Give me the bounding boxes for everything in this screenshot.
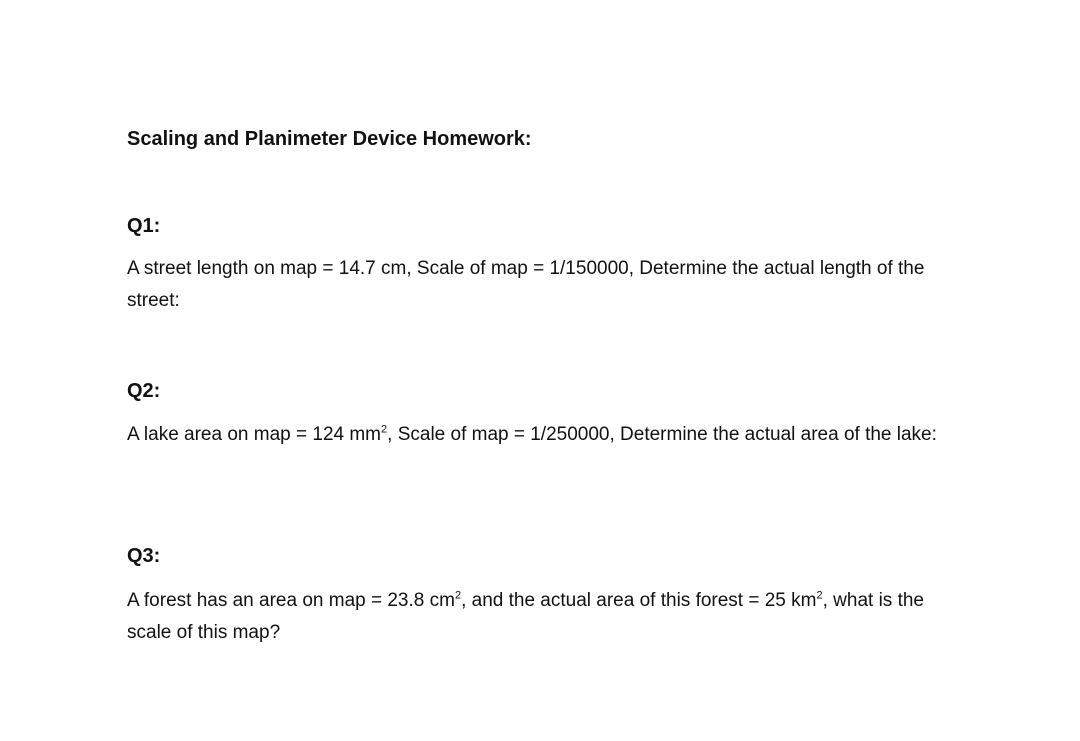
question-1-label: Q1: [127, 215, 161, 237]
question-1-text: A street length on map = 14.7 cm, Scale of map = 1/150000, Determine the actual length of the street: [127, 258, 925, 311]
document-page [127, 126, 967, 643]
question-2-text-part-1: A lake area on map = 124 mm [127, 424, 382, 445]
question-3-text-part-3: , what is the scale of this map? [127, 590, 924, 643]
question-3-text-part-2: , and the actual area of this forest = 25 km [461, 590, 817, 611]
question-3-superscript-1: 2 [454, 589, 462, 602]
question-2-text [127, 419, 967, 451]
question-2-label: Q2: [127, 380, 161, 402]
question-3-label: Q3: [127, 545, 161, 567]
document-title: Scaling and Planimeter Device Homework: [127, 128, 532, 150]
question-3-superscript-2: 2 [816, 589, 823, 602]
question-3-text [127, 585, 967, 649]
question-2-text-part-2: , Scale of map = 1/250000, Determine the actual area of the lake: [387, 424, 937, 445]
question-3-text-part-1: A forest has an area on map = 23.8 cm [127, 590, 455, 611]
question-2-superscript: 2 [381, 423, 388, 436]
